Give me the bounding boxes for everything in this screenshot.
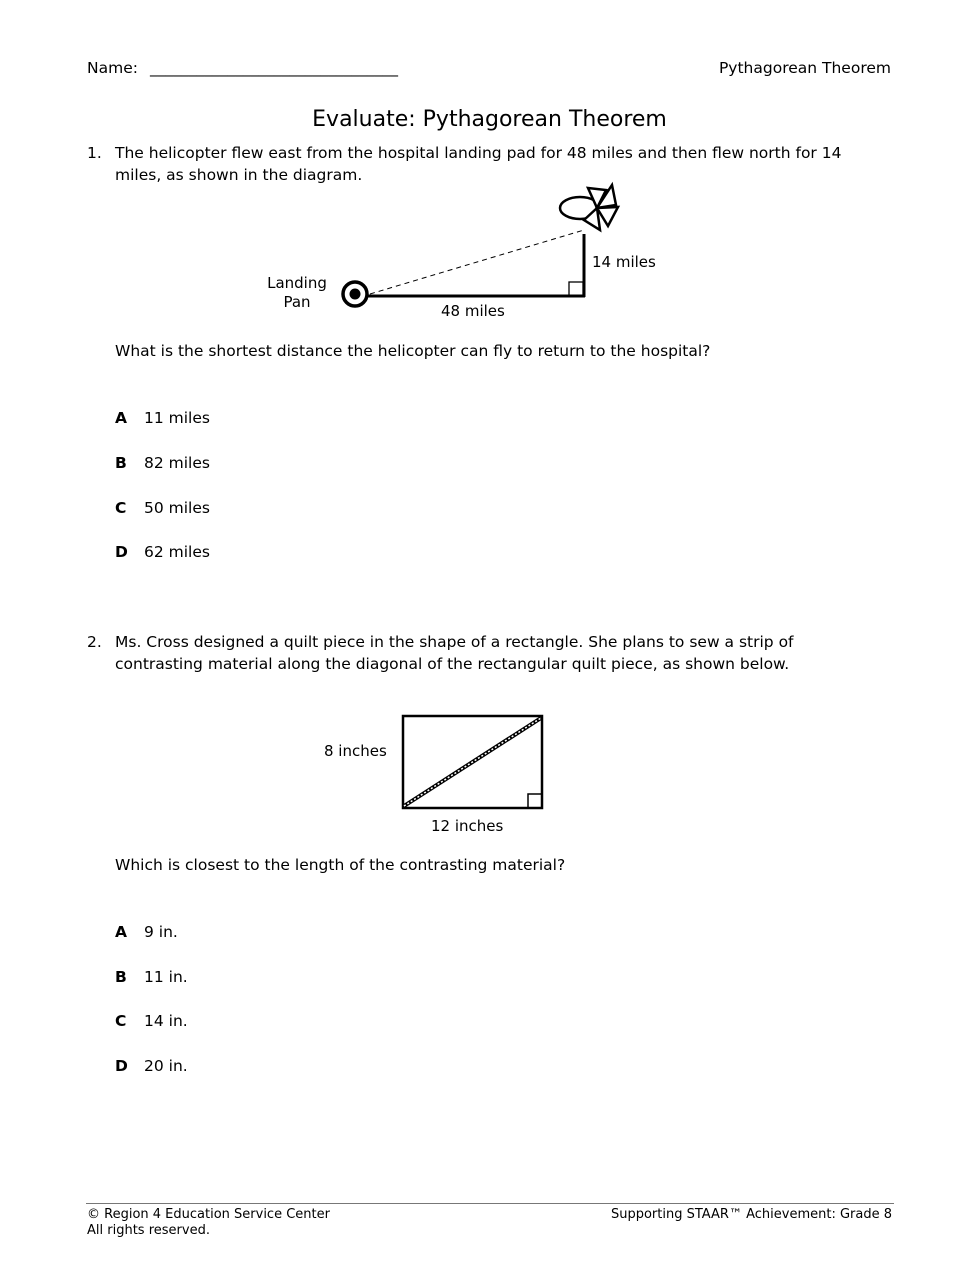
width-label: 12 inches <box>431 817 504 835</box>
option-letter: A <box>115 923 127 941</box>
option-letter: B <box>115 454 127 472</box>
question-2 <box>87 631 867 675</box>
helicopter-diagram <box>343 185 618 306</box>
option-b[interactable] <box>115 968 188 986</box>
option-letter: C <box>115 499 127 517</box>
option-d[interactable] <box>115 1057 188 1075</box>
option-d[interactable] <box>115 543 210 561</box>
page-title: Evaluate: Pythagorean Theorem <box>312 107 667 132</box>
name-field[interactable]: ________________________________ <box>150 59 398 77</box>
pad-label-1: Landing <box>267 274 327 292</box>
header-topic: Pythagorean Theorem <box>718 59 891 77</box>
option-text: 14 in. <box>144 1012 188 1030</box>
option-a[interactable] <box>115 923 178 941</box>
name-label: Name: <box>87 59 138 77</box>
option-text: 20 in. <box>144 1057 188 1075</box>
right-angle-mark <box>569 282 583 296</box>
question-number: 1. <box>87 144 102 162</box>
height-label: 8 inches <box>324 742 387 760</box>
question-text: The helicopter flew east from the hospital landing pad for 48 miles and then flew north for 14 miles, as shown in the diagram. <box>115 144 842 184</box>
option-text: 11 in. <box>144 968 188 986</box>
question-text: Ms. Cross designed a quilt piece in the shape of a rectangle. She plans to sew a strip of contrasting material along the diagonal of the rectangular quilt piece, as shown below. <box>115 633 794 673</box>
question-prompt: What is the shortest distance the helicopter can fly to return to the hospital? <box>115 342 711 360</box>
option-a[interactable] <box>115 409 210 427</box>
helicopter-icon <box>560 185 618 230</box>
option-c[interactable] <box>115 499 210 517</box>
footer-divider <box>86 1203 894 1204</box>
pad-label-2: Pan <box>283 293 311 311</box>
option-text: 62 miles <box>144 543 210 561</box>
option-letter: A <box>115 409 127 427</box>
footer-copyright: © Region 4 Education Service Center <box>87 1207 330 1222</box>
option-c[interactable] <box>115 1012 188 1030</box>
option-text: 50 miles <box>144 499 210 517</box>
vertical-label: 14 miles <box>592 253 656 271</box>
question-number: 2. <box>87 633 102 651</box>
option-b[interactable] <box>115 454 210 472</box>
footer-rights: All rights reserved. <box>87 1223 210 1238</box>
quilt-diagram <box>403 716 542 808</box>
question-prompt: Which is closest to the length of the contrasting material? <box>115 856 566 874</box>
horizontal-label: 48 miles <box>441 302 505 320</box>
option-text: 11 miles <box>144 409 210 427</box>
option-letter: B <box>115 968 127 986</box>
footer-series: Supporting STAAR™ Achievement: Grade 8 <box>610 1207 892 1222</box>
option-text: 9 in. <box>144 923 178 941</box>
option-letter: D <box>115 1057 128 1075</box>
option-letter: C <box>115 1012 127 1030</box>
return-path-dashed <box>370 230 584 294</box>
option-letter: D <box>115 543 128 561</box>
option-text: 82 miles <box>144 454 210 472</box>
